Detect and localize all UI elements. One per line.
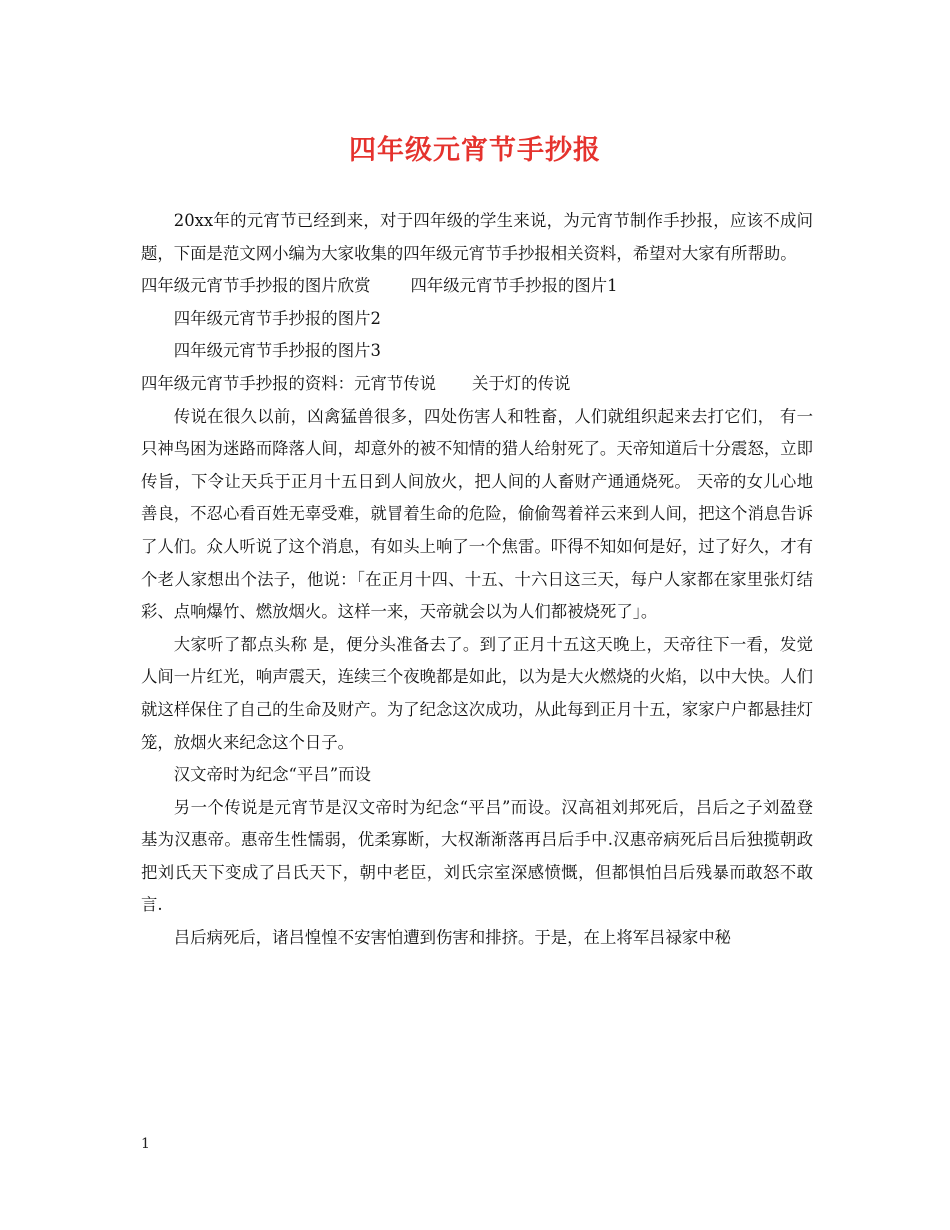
gallery-heading: 四年级元宵节手抄报的图片欣赏 bbox=[141, 276, 371, 296]
lantern-legend-heading: 关于灯的传说 bbox=[472, 373, 571, 393]
picture-caption-3: 四年级元宵节手抄报的图片3 bbox=[173, 341, 381, 361]
legend-paragraph-2: 大家听了都点头称 是，便分头准备去了。到了正月十五这天晚上，天帝往下一看，发觉人间一片红光，响声震天，连续三个夜晚都是如此，以为是大火燃烧的火焰，以中大快。人们就这样保住了自己的生命及财产。为了纪念这次成功，从此每到正月十五，家家户户都悬挂灯笼，放烟火来纪念这个日子。 bbox=[141, 634, 814, 752]
material-heading: 四年级元宵节手抄报的资料：元宵节传说 bbox=[141, 373, 437, 393]
document-title: 四年级元宵节手抄报 bbox=[349, 135, 601, 166]
legend-paragraph-1: 传说在很久以前，凶禽猛兽很多，四处伤害人和牲畜，人们就组织起来去打它们， 有一只神鸟困为迷路而降落人间，却意外的被不知情的猎人给射死了。天帝知道后十分震怒，立即传旨，下令让天兵于正月十五日到人间放火，把人间的人畜财产通通烧死。 天帝的女儿心地善良，不忍心看百姓无辜受难，就冒着生命的危险，偷偷驾着祥云来到人间，把这个消息告诉了人们。众人听说了这个消息，有如头上响了一个焦雷。吓得不知如何是好，过了好久，才有个老人家想出个法子，他说：「在正月十四、十五、十六日这三天，每户人家都在家里张灯结彩、点响爆竹、燃放烟火。这样一来，天帝就会以为人们都被烧死了」。 bbox=[141, 406, 814, 622]
material-line bbox=[141, 368, 813, 401]
document-body bbox=[141, 205, 813, 955]
picture-caption-1: 四年级元宵节手抄报的图片1 bbox=[410, 276, 618, 296]
page-number: 1 bbox=[141, 1136, 150, 1152]
picture-caption-2: 四年级元宵节手抄报的图片2 bbox=[173, 308, 381, 328]
han-heading: 汉文帝时为纪念“平吕”而设 bbox=[173, 765, 371, 785]
intro-paragraph: 20xx年的元宵节已经到来，对于四年级的学生来说，为元宵节制作手抄报，应该不成问题，下面是范文网小编为大家收集的四年级元宵节手抄报相关资料，希望对大家有所帮助。 bbox=[141, 211, 813, 263]
han-paragraph-1: 另一个传说是元宵节是汉文帝时为纪念“平吕”而设。汉高祖刘邦死后，吕后之子刘盈登基为汉惠帝。惠帝生性懦弱，优柔寡断，大权渐渐落再吕后手中.汉惠帝病死后吕后独揽朝政把刘氏天下变成了吕氏天下，朝中老臣，刘氏宗室深感愤慨，但都惧怕吕后残暴而敢怒不敢言. bbox=[141, 797, 813, 915]
gallery-line bbox=[141, 270, 813, 303]
han-paragraph-2: 吕后病死后，诸吕惶惶不安害怕遭到伤害和排挤。于是，在上将军吕禄家中秘 bbox=[173, 928, 732, 948]
